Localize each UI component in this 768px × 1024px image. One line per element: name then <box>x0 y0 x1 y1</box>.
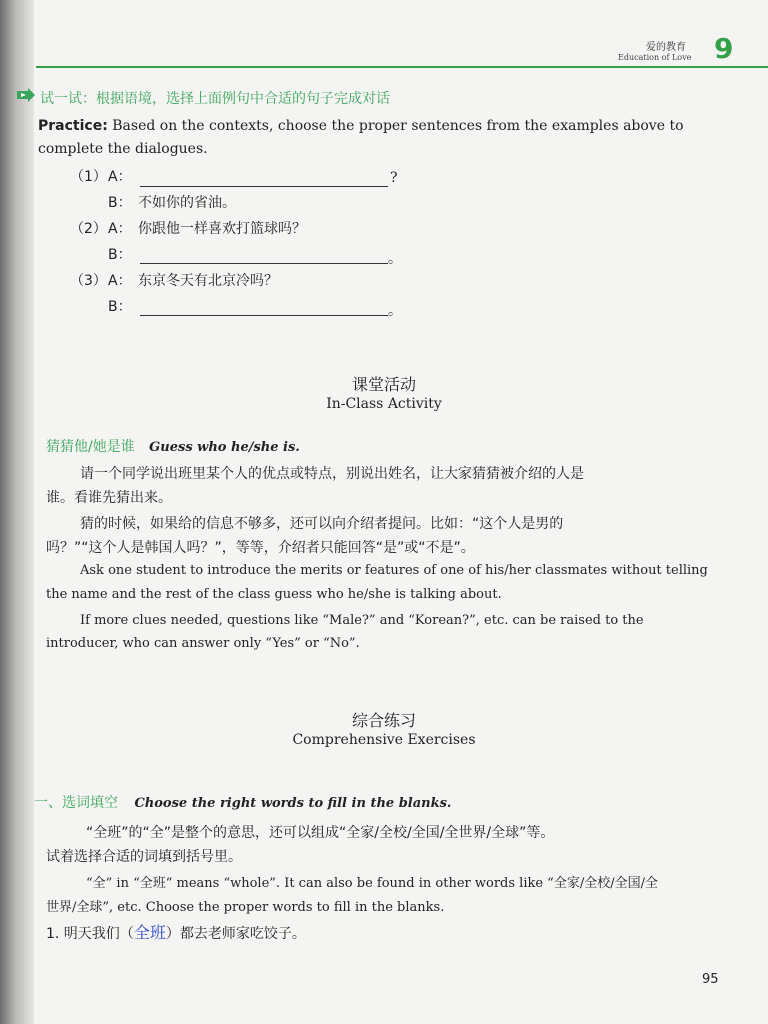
activity-p4-line2: introducer, who can answer only “Yes” or “No”. <box>46 636 360 651</box>
question-1-answer[interactable]: 全班 <box>133 923 166 942</box>
exercises-heading-en: Comprehensive Exercises <box>292 732 476 748</box>
activity-p3-line1: Ask one student to introduce the merits or features of one of his/her classmates without telling <box>80 563 708 578</box>
activity-p2-line2: 吗？”“这个人是韩国人吗？”，等等，介绍者只能回答“是”或“不是”。 <box>46 540 475 556</box>
item-1-b-text: 不如你的省油。 <box>138 195 236 211</box>
practice-label: Practice: <box>38 118 108 134</box>
arrow-icon <box>16 88 36 102</box>
activity-p2-line1: 猜的时候，如果给的信息不够多，还可以向介绍者提问。比如：“这个人是男的 <box>80 516 564 532</box>
exercises-subtitle-en: Choose the right words to fill in the blanks. <box>134 796 452 811</box>
practice-instruction-2: complete the dialogues. <box>38 141 208 157</box>
practice-title-cn: 试一试：根据语境，选择上面例句中合适的句子完成对话 <box>40 91 390 107</box>
item-1-a-label: A： <box>108 169 132 185</box>
item-3-b-blank[interactable] <box>140 314 388 316</box>
item-3-b-end: 。 <box>388 303 402 319</box>
item-2-a-text: 你跟他一样喜欢打篮球吗？ <box>138 221 306 237</box>
item-2-b-label: B： <box>108 247 132 263</box>
activity-subtitle-en: Guess who he/she is. <box>149 440 300 455</box>
exercises-p1-line1: “全班”的“全”是整个的意思，还可以组成“全家/全校/全国/全世界/全球”等。 <box>86 825 555 841</box>
item-3-number: （3） <box>70 273 107 289</box>
item-1-number: （1） <box>70 169 107 185</box>
activity-heading-cn: 课堂活动 <box>351 375 416 394</box>
item-1-a-blank[interactable] <box>140 185 388 187</box>
question-1-end: ）都去老师家吃饺子。 <box>165 926 306 942</box>
activity-heading-en: In-Class Activity <box>326 396 442 412</box>
chapter-number: 9 <box>714 32 734 65</box>
item-2-b-end: 。 <box>388 251 402 267</box>
chapter-title-en: Education of Love <box>618 53 692 62</box>
exercises-subtitle-cn: 一、选词填空 <box>34 795 118 811</box>
practice-instruction-1: Based on the contexts, choose the proper sentences from the examples above to <box>112 118 684 134</box>
item-2-number: （2） <box>70 221 107 237</box>
item-3-a-text: 东京冬天有北京冷吗？ <box>138 273 278 289</box>
exercises-p1-line2: 试着选择合适的词填到括号里。 <box>46 849 242 865</box>
page-number: 95 <box>702 972 719 987</box>
item-3-b-label: B： <box>108 299 132 315</box>
question-1-start: 1. 明天我们（ <box>46 926 134 942</box>
activity-p4-line1: If more clues needed, questions like “Male?” and “Korean?”, etc. can be raised to the <box>80 613 644 628</box>
item-1-a-end: ? <box>390 170 398 186</box>
activity-p3-line2: the name and the rest of the class guess who he/she is talking about. <box>46 587 502 602</box>
activity-p1-line1: 请一个同学说出班里某个人的优点或特点，别说出姓名，让大家猜猜被介绍的人是 <box>80 466 584 482</box>
chapter-title-cn: 爱的教育 <box>646 42 686 53</box>
item-2-b-blank[interactable] <box>140 262 388 264</box>
exercises-heading-cn: 综合练习 <box>351 711 416 730</box>
item-1-b-label: B： <box>108 195 132 211</box>
item-2-a-label: A： <box>108 221 132 237</box>
exercises-p2-line1: “全” in “全班” means “whole”. It can also be found in other words like “全家/全校/全国/全 <box>86 876 658 891</box>
item-3-a-label: A： <box>108 273 132 289</box>
header-rule <box>36 66 768 68</box>
exercises-p2-line2: 世界/全球”, etc. Choose the proper words to fill in the blanks. <box>46 900 445 915</box>
activity-subtitle-cn: 猜猜他/她是谁 <box>46 439 135 455</box>
activity-p1-line2: 谁。看谁先猜出来。 <box>46 490 172 506</box>
